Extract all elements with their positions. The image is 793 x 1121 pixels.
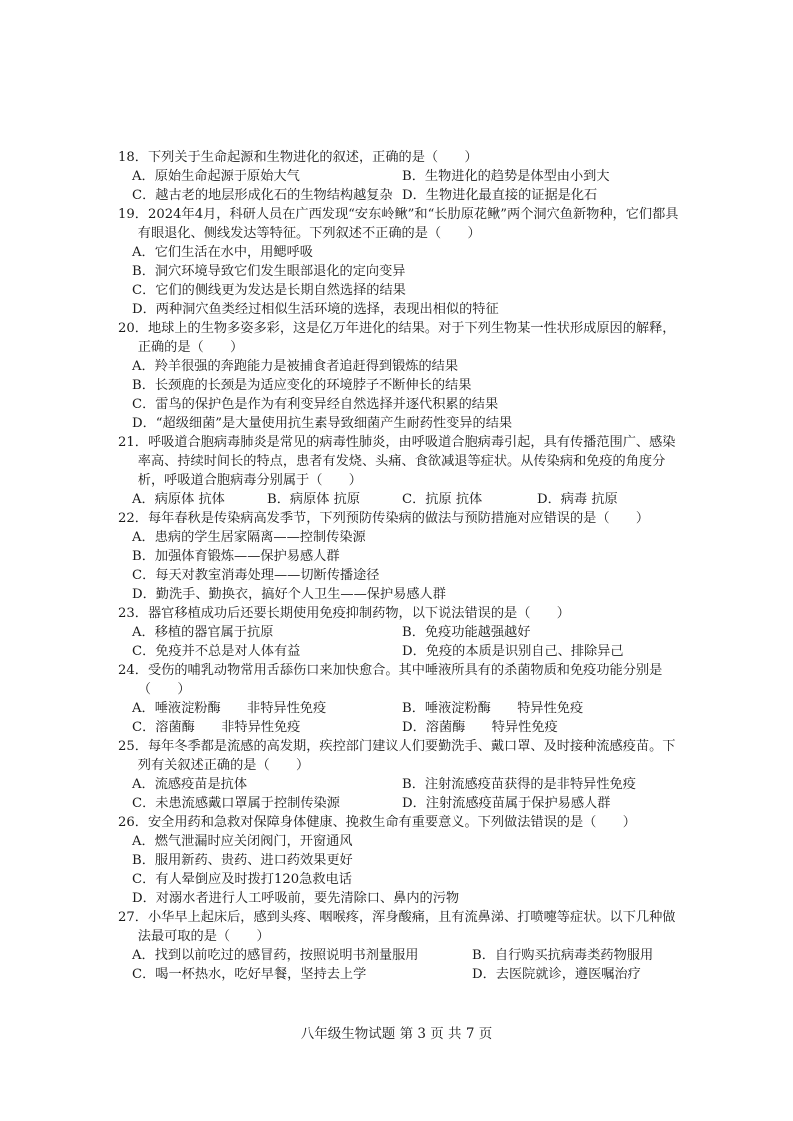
option-c: C．免疫并不总是对人体有益 [132,644,301,659]
option-b: B．服用新药、贵药、进口药效果更好 [132,853,353,868]
option-b: B．生物进化的趋势是体型由小到大 [402,169,610,184]
option-c: C．溶菌酶 非特异性免疫 [132,720,301,735]
question-23 [118,604,688,661]
option-a: A．病原体 抗体 [132,492,225,507]
options-row [118,794,688,813]
option-c: C．越古老的地层形成化石的生物结构越复杂 [132,188,393,203]
question-27 [118,908,688,984]
question-26 [118,813,688,908]
option-a: A．羚羊很强的奔跑能力是被捕食者追赶得到锻炼的结果 [132,359,459,374]
options-row [118,718,688,737]
option-d: D．免疫的本质是识别自己、排除异己 [402,644,624,659]
option-b: B．自行购买抗病毒类药物服用 [472,948,654,963]
option-d: D．勤洗手、勤换衣，搞好个人卫生——保护易感人群 [132,587,446,602]
option-c: C．有人晕倒应及时拨打120急救电话 [132,872,352,887]
question-24 [118,661,688,737]
question-stem: 24．受伤的哺乳动物常用舌舔伤口来加快愈合。其中唾液所具有的杀菌物质和免疫功能分别是（ ） [118,663,663,697]
option-c: C．喝一杯热水，吃好早餐，坚持去上学 [132,967,367,982]
option-b: B．唾液淀粉酶 特异性免疫 [402,701,584,716]
question-stem: 27．小华早上起床后，感到头疼、咽喉疼，浑身酸痛，且有流鼻涕、打喷嚏等症状。以下几种做法最可取的是（ ） [118,910,676,944]
option-d: D．去医院就诊，遵医嘱治疗 [472,967,641,982]
question-21 [118,433,688,509]
options-row [118,965,688,984]
option-a: A．患病的学生居家隔离——控制传染源 [132,530,366,545]
option-a: A．流感疫苗是抗体 [132,777,248,792]
question-stem: 20．地球上的生物多姿多彩，这是亿万年进化的结果。对于下列生物某一性状形成原因的解释，正确的是（ ） [118,321,676,355]
question-stem: 19．2024年4月，科研人员在广西发现“安东岭鳅”和“长肋原花鳅”两个洞穴鱼新物种，它们都具有眼退化、侧线发达等特征。下列叙述不正确的是（ ） [118,207,679,241]
options-row [118,642,688,661]
option-b: B．加强体育锻炼——保护易感人群 [132,549,340,564]
question-20 [118,319,688,433]
question-stem: 21．呼吸道合胞病毒肺炎是常见的病毒性肺炎，由呼吸道合胞病毒引起，具有传播范围广、感染率高、持续时间长的特点，患者有发烧、头痛、食欲减退等症状。从传染病和免疫的角度分析，呼吸道合胞病毒分别属于（ ） [118,435,676,488]
option-d: D．病毒 抗原 [537,492,618,507]
question-25 [118,737,688,813]
option-a: A．原始生命起源于原始大气 [132,169,300,184]
question-stem: 22．每年春秋是传染病高发季节，下列预防传染病的做法与预防措施对应错误的是（ ） [118,511,650,526]
option-c: C．每天对教室消毒处理——切断传播途径 [132,568,380,583]
option-d: D．对溺水者进行人工呼吸前，要先清除口、鼻内的污物 [132,891,460,906]
exam-page [118,148,688,984]
options-row [118,490,688,509]
option-a: A．燃气泄漏时应关闭阀门，开窗通风 [132,834,353,849]
page-footer: 八年级生物试题 第 3 页 共 7 页 [300,1026,493,1042]
options-row [118,186,688,205]
option-c: C．未患流感戴口罩属于控制传染源 [132,796,340,811]
option-b: B．注射流感疫苗获得的是非特异性免疫 [402,777,636,792]
options-row [118,946,688,965]
option-b: B．洞穴环境导致它们发生眼部退化的定向变异 [132,264,406,279]
option-b: B．病原体 抗原 [267,492,361,507]
option-c: C．它们的侧线更为发达是长期自然选择的结果 [132,283,406,298]
options-row [118,623,688,642]
option-a: A．唾液淀粉酶 非特异性免疫 [132,701,327,716]
option-d: D．生物进化最直接的证据是化石 [402,188,598,203]
question-stem: 26．安全用药和急救对保障身体健康、挽救生命有重要意义。下列做法错误的是（ ） [118,815,636,830]
option-b: B．长颈鹿的长颈是为适应变化的环境脖子不断伸长的结果 [132,378,472,393]
question-stem: 23．器官移植成功后还要长期使用免疫抑制药物，以下说法错误的是（ ） [118,606,570,621]
option-c: C．雷鸟的保护色是作为有利变异经自然选择并逐代积累的结果 [132,397,499,412]
options-row [118,775,688,794]
question-22 [118,509,688,604]
option-d: D．两种洞穴鱼类经过相似生活环境的选择，表现出相似的特征 [132,302,499,317]
option-d: D．注射流感疫苗属于保护易感人群 [402,796,611,811]
option-d: D．“超级细菌”是大量使用抗生素导致细菌产生耐药性变异的结果 [132,416,513,431]
option-a: A．它们生活在水中，用鳃呼吸 [132,245,313,260]
question-18 [118,148,688,205]
option-a: A．找到以前吃过的感冒药，按照说明书剂量服用 [132,948,419,963]
question-19 [118,205,688,319]
option-d: D．溶菌酶 特异性免疫 [402,720,558,735]
option-a: A．移植的器官属于抗原 [132,625,274,640]
options-row [118,167,688,186]
question-stem: 18．下列关于生命起源和生物进化的叙述，正确的是（ ） [118,150,478,165]
options-row [118,699,688,718]
option-c: C．抗原 抗体 [402,492,483,507]
option-b: B．免疫功能越强越好 [402,625,531,640]
question-stem: 25．每年冬季都是流感的高发期，疾控部门建议人们要勤洗手、戴口罩、及时接种流感疫苗。下列有关叙述正确的是（ ） [118,739,676,773]
